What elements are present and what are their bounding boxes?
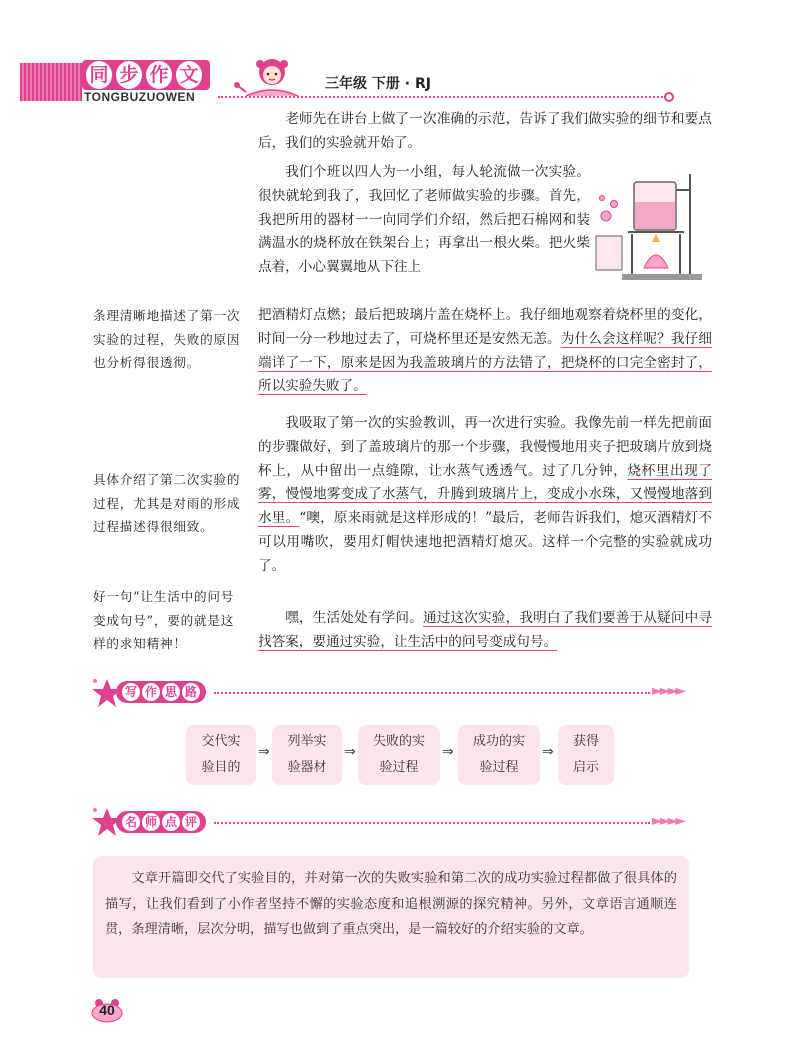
flow-step-line: 验过程 xyxy=(379,760,419,775)
essay-text: 嘿，生活处处有学问。 xyxy=(285,610,423,626)
flow-step-line: 启示 xyxy=(572,760,599,775)
flow-step-line: 验器材 xyxy=(287,760,327,775)
underlined-sentence: 烧杯里出现了雾，慢慢地雾变成了水蒸气，升腾到玻璃片上，变成小水珠，又慢慢地落到水里。 xyxy=(258,462,713,527)
flow-step-2 xyxy=(272,725,342,785)
section-divider xyxy=(214,692,650,694)
section-title-writing-idea xyxy=(116,681,206,703)
essay-text: 我吸取了第一次的实验教训，再一次进行实验。我像先前一样先把前面的步骤做好，到了盖玻璃片的那一个步骤，我慢慢地用夹子把玻璃片放到烧杯上，从中留出一点缝隙，让水蒸气透透气。过了几分钟， xyxy=(258,415,712,479)
header-stripe xyxy=(20,63,82,101)
annotation-3: 好一句“让生活中的问号变成句号”，要的就是这样的求知精神！ xyxy=(93,589,235,651)
annotation-2: 具体介绍了第二次实验的过程，尤其是对雨的形成过程描述得很细致。 xyxy=(93,472,241,534)
flow-step-line: 失败的实 xyxy=(372,734,425,749)
flow-step-3 xyxy=(358,725,440,785)
annotation-1: 条理清晰地描述了第一次实验的过程，失败的原因也分析得很透彻。 xyxy=(93,308,241,370)
flow-step-line: 验过程 xyxy=(479,760,519,775)
flow-step-line: 获得 xyxy=(572,734,599,749)
flow-arrow-icon: ⇒ xyxy=(344,744,356,760)
flow-step-line: 列举实 xyxy=(287,734,327,749)
logo xyxy=(86,60,202,89)
section-title-teacher-review xyxy=(116,811,206,833)
section-char: 名 xyxy=(122,813,140,831)
flow-step-line: 成功的实 xyxy=(472,734,525,749)
section-char: 思 xyxy=(162,683,180,701)
flow-step-5 xyxy=(558,725,614,785)
underlined-sentence: 通过这次实验，我明白了我们要善于从疑问中寻找答案，要通过实验，让生活中的问号变成句号。 xyxy=(258,610,713,650)
arrows-icon: ►►►► xyxy=(652,683,684,699)
essay-paragraph-1: 老师先在讲台上做了一次准确的示范，告诉了我们做实验的细节和要点后，我们的实验就开始了。 xyxy=(258,111,712,151)
essay-paragraph-3 xyxy=(258,412,712,579)
essay-paragraph-2-top: 我们个班以四人为一小组，每人轮流做一次实验。很快就轮到我了，我回忆了老师做实验的步骤。首先，我把所用的器材一一向同学们介绍，然后把石棉网和装满温水的烧杯放在铁架台上；再拿出一根火柴。把火柴点着，小心翼翼地从下往上 xyxy=(258,164,590,276)
logo-char: 步 xyxy=(116,61,142,89)
section-divider xyxy=(214,822,650,824)
flow-step-line: 交代实 xyxy=(201,734,241,749)
header-divider xyxy=(218,96,666,98)
flow-arrow-icon: ⇒ xyxy=(258,744,270,760)
essay-text: 把酒精灯点燃；最后把玻璃片盖在烧杯上。我仔细地观察着烧杯里的变化，时间一分一秒地过去了，可烧杯里还是安然无恙。 xyxy=(258,307,712,347)
logo-char: 作 xyxy=(146,61,172,89)
flow-arrow-icon: ⇒ xyxy=(442,744,454,760)
section-char: 作 xyxy=(142,683,160,701)
lab-apparatus-illustration xyxy=(592,168,712,286)
logo-pinyin: TONGBUZUOWEN xyxy=(84,90,196,104)
teacher-review-box xyxy=(93,856,689,978)
flow-step-1 xyxy=(186,725,256,785)
page-number: 40 xyxy=(99,1002,115,1018)
essay-paragraph-2-bottom xyxy=(258,304,712,399)
essay-paragraph-4 xyxy=(258,607,712,655)
section-char: 点 xyxy=(162,813,180,831)
flow-step-line: 验目的 xyxy=(201,760,241,775)
teacher-review-text: 文章开篇即交代了实验目的，并对第一次的失败实验和第二次的成功实验过程都做了很具体的描写，让我们看到了小作者坚持不懈的实验态度和追根溯源的探究精神。另外，文章语言通顺连贯，条理清晰，层次分明，描写也做到了重点突出，是一篇较好的介绍实验的文章。 xyxy=(105,871,677,937)
section-char: 路 xyxy=(182,683,200,701)
flow-step-4 xyxy=(458,725,540,785)
arrows-icon: ►►►► xyxy=(652,813,684,829)
section-char: 师 xyxy=(142,813,160,831)
logo-char: 文 xyxy=(176,61,202,89)
flow-arrow-icon: ⇒ xyxy=(542,744,554,760)
underlined-sentence: 为什么会这样呢？我仔细端详了一下，原来是因为我盖玻璃片的方法错了，把烧杯的口完全密封了，所以实验失败了。 xyxy=(258,330,713,395)
header-divider-end xyxy=(664,92,674,102)
grade-label: 三年级 下册 · RJ xyxy=(325,76,431,92)
section-char: 写 xyxy=(122,683,140,701)
logo-char: 同 xyxy=(86,61,112,89)
mascot-girl-icon xyxy=(232,56,312,100)
essay-text: “噢，原来雨就是这样形成的！”最后，老师告诉我们，熄灭酒精灯不可以用嘴吹，要用灯帽快速地把酒精灯熄灭。这样一个完整的实验就成功了。 xyxy=(258,510,712,574)
section-char: 评 xyxy=(182,813,200,831)
